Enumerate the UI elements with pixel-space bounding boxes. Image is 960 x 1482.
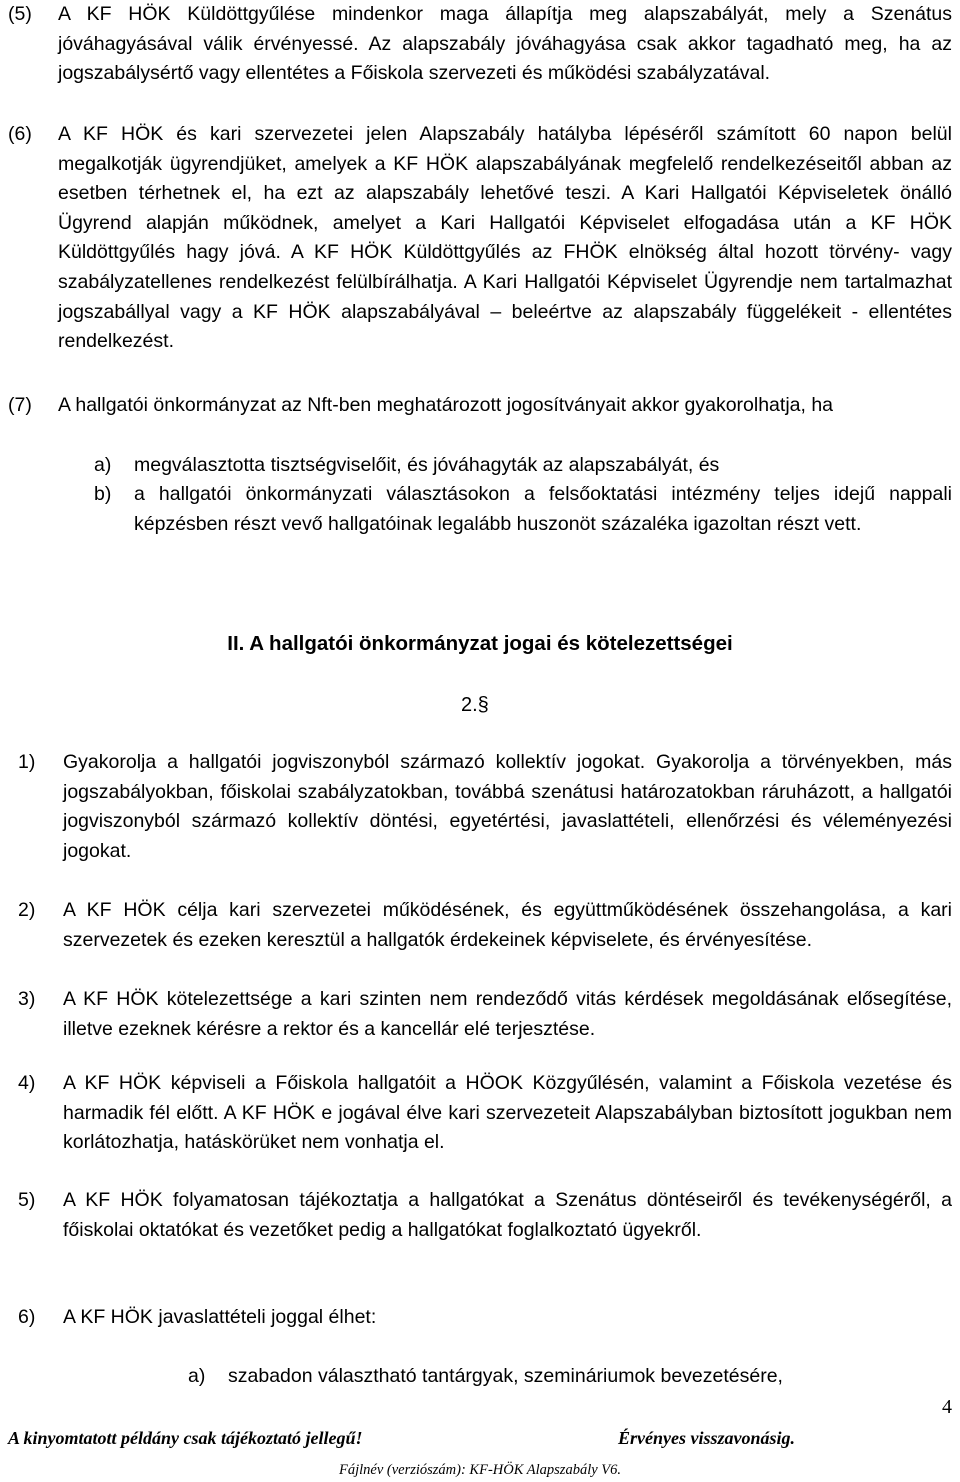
list-text: megválasztotta tisztségviselőit, és jóváhagyták az alapszabályát, és: [134, 454, 720, 476]
page-number: 4: [942, 1396, 952, 1418]
item-number: 5): [18, 1189, 36, 1211]
paragraph-number: (6): [8, 123, 32, 145]
rights-item-6: [18, 1303, 952, 1333]
paragraph-text: A hallgatói önkormányzat az Nft-ben meghatározott jogosítványait akkor gyakorolhatja, ha: [58, 394, 834, 416]
footer-notice: A kinyomtatott példány csak tájékoztató jellegű!: [8, 1428, 363, 1448]
list-item: [188, 1362, 952, 1392]
item-number: 3): [18, 988, 36, 1010]
item-number: 1): [18, 751, 36, 773]
footer-validity: Érvényes visszavonásig.: [618, 1428, 795, 1448]
item-text: Gyakorolja a hallgatói jogviszonyból származó kollektív jogokat. Gyakorolja a törvényekben, más jogszabályokban, főiskolai szabályzatokban, továbbá szenátusi határozatokban ráruházott, a hallgatói jogviszonyból származó kollektív döntési, egyetértési, javaslattételi, ellenőrzési és véleményezési jogokat.: [63, 751, 952, 862]
paragraph-7: [8, 391, 952, 421]
item-number: 6): [18, 1306, 36, 1328]
item-text: A KF HÖK célja kari szervezetei működésének, és együttműködésének összehangolása, a kari szervezetek és ezeken keresztül a hallgatók érdekeinek képviselete, és érvényesítése.: [63, 899, 952, 951]
item-number: 4): [18, 1072, 36, 1094]
item-number: 2): [18, 899, 36, 921]
rights-item-2: [18, 896, 952, 955]
rights-item-4: [18, 1069, 952, 1158]
section-heading: II. A hallgatói önkormányzat jogai és kötelezettségei: [227, 632, 733, 655]
paragraph-number: (5): [8, 3, 32, 25]
item-text: A KF HÖK folyamatosan tájékoztatja a hallgatókat a Szenátus döntéseiről és tevékenységéről, a főiskolai oktatókat és vezetőket pedig a hallgatókat foglalkoztató ügyekről.: [63, 1189, 952, 1241]
footer-filename: Fájlnév (verziószám): KF-HÖK Alapszabály V6.: [338, 1462, 622, 1478]
paragraph-text: A KF HÖK és kari szervezetei jelen Alapszabály hatályba lépéséről számított 60 napon belül megalkotják ügyrendjüket, amelyek a KF HÖK alapszabályának megfelelő rendelkezéseitől abban az esetben térhetnek el, ha ezt az alapszabály lehetővé teszi. A Kari Hallgatói Képviseletek önálló Ügyrend alapján működnek, amelyet a Kari Hallgatói Képviselet elfogadása után a KF HÖK Küldöttgyűlés hagy jóvá. A KF HÖK Küldöttgyűlés az FHÖK elnökség által hozott törvény- vagy szabályzatellenes rendelkezést felülbírálhatja. A Kari Hallgatói Képviselet Ügyrendje nem tartalmazhat jogszabállyal vagy a KF HÖK alapszabályával – beleértve az alapszabály függelékeit - ellentétes rendelkezést.: [58, 123, 952, 353]
rights-item-5: [18, 1186, 952, 1245]
paragraph-6: [8, 120, 952, 357]
rights-item-3: [18, 985, 952, 1044]
item-text: A KF HÖK képviseli a Főiskola hallgatóit a HÖOK Közgyűlésén, valamint a Főiskola vezetése és harmadik fél előtt. A KF HÖK e jogával élve kari szervezeteit Alapszabályban biztosított jogukban nem korlátozhatja, hatáskörüket nem vonhatja el.: [63, 1072, 952, 1154]
list-letter: b): [94, 483, 112, 505]
paragraph-number: (7): [8, 394, 32, 416]
list-letter: a): [94, 454, 112, 476]
list-letter: a): [188, 1365, 206, 1387]
rights-item-1: [18, 748, 952, 866]
paragraph-5: [8, 0, 952, 89]
section-number: 2.§: [461, 694, 489, 716]
item-text: A KF HÖK kötelezettsége a kari szinten nem rendeződő vitás kérdések megoldásának elősegítése, illetve ezeknek kérésre a rektor és a kancellár elé terjesztése.: [63, 988, 952, 1040]
item-text: A KF HÖK javaslattételi joggal élhet:: [63, 1306, 377, 1328]
paragraph-text: A KF HÖK Küldöttgyűlése mindenkor maga állapítja meg alapszabályát, mely a Szenátus jóváhagyásával válik érvényessé. Az alapszabály jóváhagyása csak akkor tagadható meg, ha az jogszabálysértő vagy ellentétes a Főiskola szervezeti és működési szabályzatával.: [58, 3, 952, 85]
list-text: szabadon választható tantárgyak, szemináriumok bevezetésére,: [228, 1365, 783, 1387]
list-item: [94, 480, 952, 539]
list-item: [94, 451, 952, 481]
list-text: a hallgatói önkormányzati választásokon a felsőoktatási intézmény teljes idejű nappali képzésben részt vevő hallgatóinak legalább huszonöt százaléka igazoltan részt vett.: [134, 483, 952, 535]
